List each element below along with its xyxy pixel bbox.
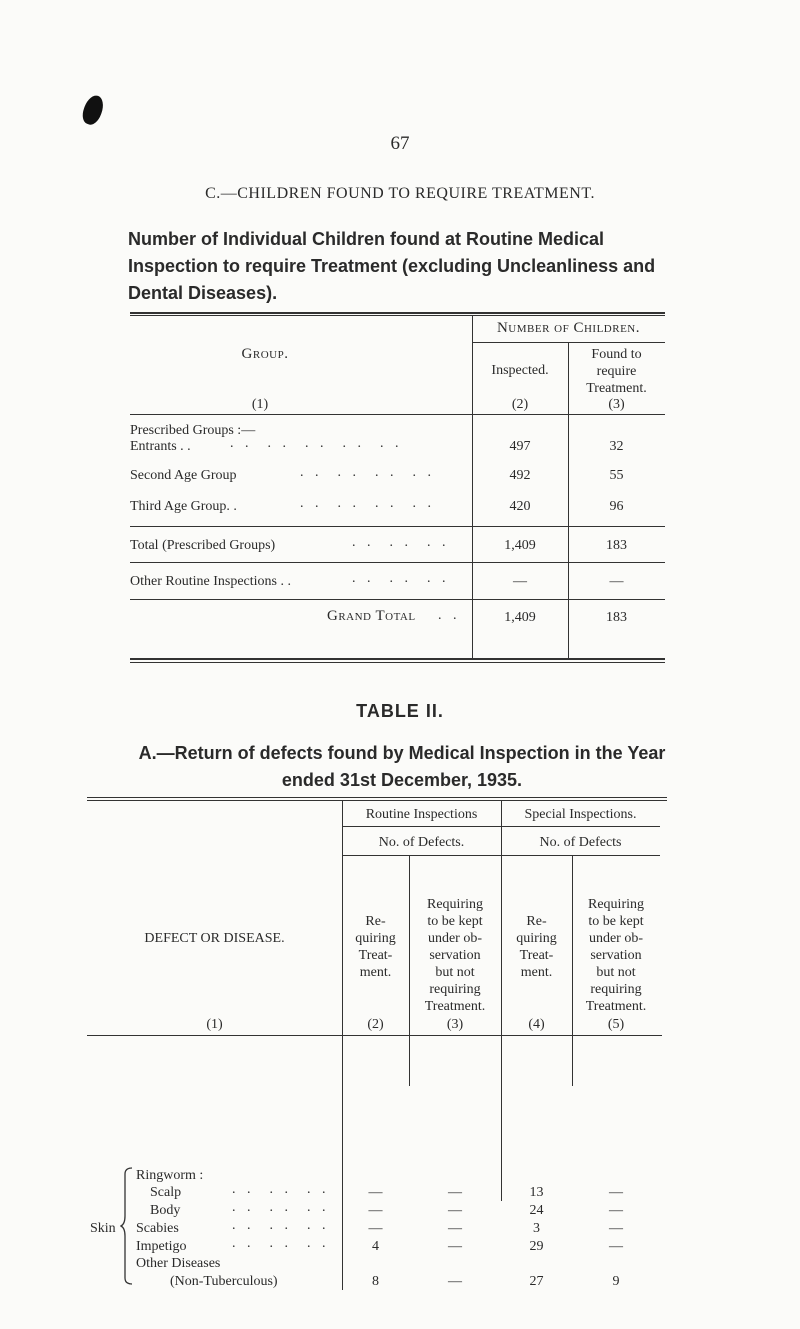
leader-dots: . . . . . . [232, 1182, 330, 1197]
cell: — [448, 1221, 462, 1236]
requiring-observation-header: Requiring to be kept under ob- servation but not requiring Treatment. [585, 897, 647, 1014]
col-number: (3) [446, 1017, 464, 1032]
table-rule [87, 1035, 662, 1036]
cell: — [448, 1185, 462, 1200]
defect-label: Body [150, 1203, 181, 1218]
found-col-number: (3) [608, 397, 625, 412]
table-rule [130, 562, 665, 563]
other-diseases-label: Other Diseases [136, 1256, 221, 1271]
cell: — [609, 1185, 623, 1200]
found-value: 55 [609, 468, 624, 483]
inspected-col-number: (2) [511, 397, 529, 412]
skin-label: Skin [90, 1221, 116, 1236]
found-value: 183 [606, 610, 627, 625]
defect-label: (Non-Tuberculous) [170, 1274, 278, 1289]
cell: 27 [529, 1274, 544, 1289]
cell: — [448, 1239, 462, 1254]
number-header: Number of Children. [496, 320, 641, 336]
table-rule [342, 855, 660, 856]
cell: — [609, 1239, 623, 1254]
table2-title: TABLE II. [356, 701, 444, 721]
table-rule [130, 599, 665, 600]
ink-blot [79, 93, 106, 127]
col-number: (4) [528, 1017, 545, 1032]
cell: 9 [612, 1274, 620, 1289]
prescribed-groups-label: Prescribed Groups :— [130, 423, 256, 438]
cell: 29 [529, 1239, 544, 1254]
main-heading: Number of Individual Children found at Routine Medical Inspection to require Treatment (excluding Uncleanliness and Dental Diseases). [128, 229, 656, 303]
special-defects-header: No. of Defects [539, 835, 622, 850]
cell: — [609, 1221, 623, 1236]
table-rule [130, 526, 665, 527]
found-value: 183 [606, 538, 627, 553]
defect-label: Impetigo [136, 1239, 187, 1254]
group-header: Group. [241, 346, 289, 362]
leader-dots: . . . . . . . . . . [230, 436, 403, 451]
cell: — [368, 1203, 383, 1218]
requiring-treatment-header: Re- quiring Treat- ment. [355, 914, 396, 980]
cell: — [448, 1203, 462, 1218]
table-rule [130, 312, 665, 314]
inspected-value: 420 [509, 499, 531, 514]
column-rule [501, 801, 502, 1201]
cell: — [609, 1203, 623, 1218]
found-value: 96 [609, 499, 624, 514]
row-label: Third Age Group. . [130, 499, 237, 514]
found-header: Found to require Treatment. [586, 347, 647, 396]
requiring-treatment-header: Re- quiring Treat- ment. [516, 914, 557, 980]
inspected-value: 497 [509, 439, 531, 454]
brace-icon [120, 1166, 134, 1286]
inspected-header: Inspected. [491, 363, 549, 378]
cell: 4 [372, 1239, 379, 1254]
table-rule [472, 342, 665, 343]
inspected-value: — [513, 574, 527, 589]
table2-heading: A.—Return of defects found by Medical Inspection in the Year ended 31st December, 1935. [138, 743, 666, 790]
col-number: (5) [607, 1017, 625, 1032]
table-rule [130, 662, 665, 663]
table-rule [130, 315, 665, 316]
row-label: Entrants . . [130, 439, 191, 454]
section-title: C.—CHILDREN FOUND TO REQUIRE TREATMENT. [205, 185, 595, 202]
col-number: (2) [367, 1017, 384, 1032]
defect-label: Scabies [136, 1221, 179, 1236]
table-rule [342, 826, 660, 827]
leader-dots: . . . . . . [232, 1236, 330, 1251]
leader-dots: . . . . . . [232, 1200, 330, 1215]
leader-dots: . . . . . . [352, 571, 450, 586]
cell: — [368, 1185, 383, 1200]
group-col-number: (1) [251, 397, 269, 412]
found-value: — [609, 574, 624, 589]
routine-defects-header: No. of Defects. [378, 835, 465, 850]
inspected-value: 492 [509, 468, 531, 483]
leader-dots: . . . . . . [352, 535, 450, 550]
row-label: Total (Prescribed Groups) [130, 538, 276, 553]
cell: 24 [529, 1203, 544, 1218]
row-label: Other Routine Inspections . . [130, 574, 291, 589]
special-header: Special Inspections. [524, 807, 637, 822]
defect-header: DEFECT OR DISEASE. [144, 931, 285, 946]
ringworm-label: Ringworm : [136, 1168, 204, 1183]
table-rule [87, 797, 667, 798]
table-rule [130, 658, 665, 660]
cell: — [448, 1274, 462, 1289]
cell: 3 [533, 1221, 540, 1236]
cell: — [368, 1221, 383, 1236]
page-number: 67 [390, 133, 410, 154]
requiring-observation-header: Requiring to be kept under ob- servation but not requiring Treatment. [424, 897, 486, 1014]
cell: 13 [529, 1185, 544, 1200]
leader-dots: . . . . . . . . [300, 465, 435, 480]
inspected-value: 1,409 [504, 538, 536, 553]
table-rule [130, 414, 665, 415]
cell: 8 [372, 1274, 379, 1289]
routine-header: Routine Inspections [365, 807, 478, 822]
leader-dots: . . [438, 608, 461, 623]
table-rule [87, 800, 667, 801]
defect-col-number: (1) [206, 1017, 223, 1032]
row-label: Grand Total [327, 608, 416, 624]
leader-dots: . . . . . . . . [300, 496, 435, 511]
row-label: Second Age Group [130, 468, 237, 483]
defect-label: Scalp [150, 1185, 182, 1200]
inspected-value: 1,409 [504, 610, 536, 625]
leader-dots: . . . . . . [232, 1218, 330, 1233]
found-value: 32 [609, 439, 624, 454]
